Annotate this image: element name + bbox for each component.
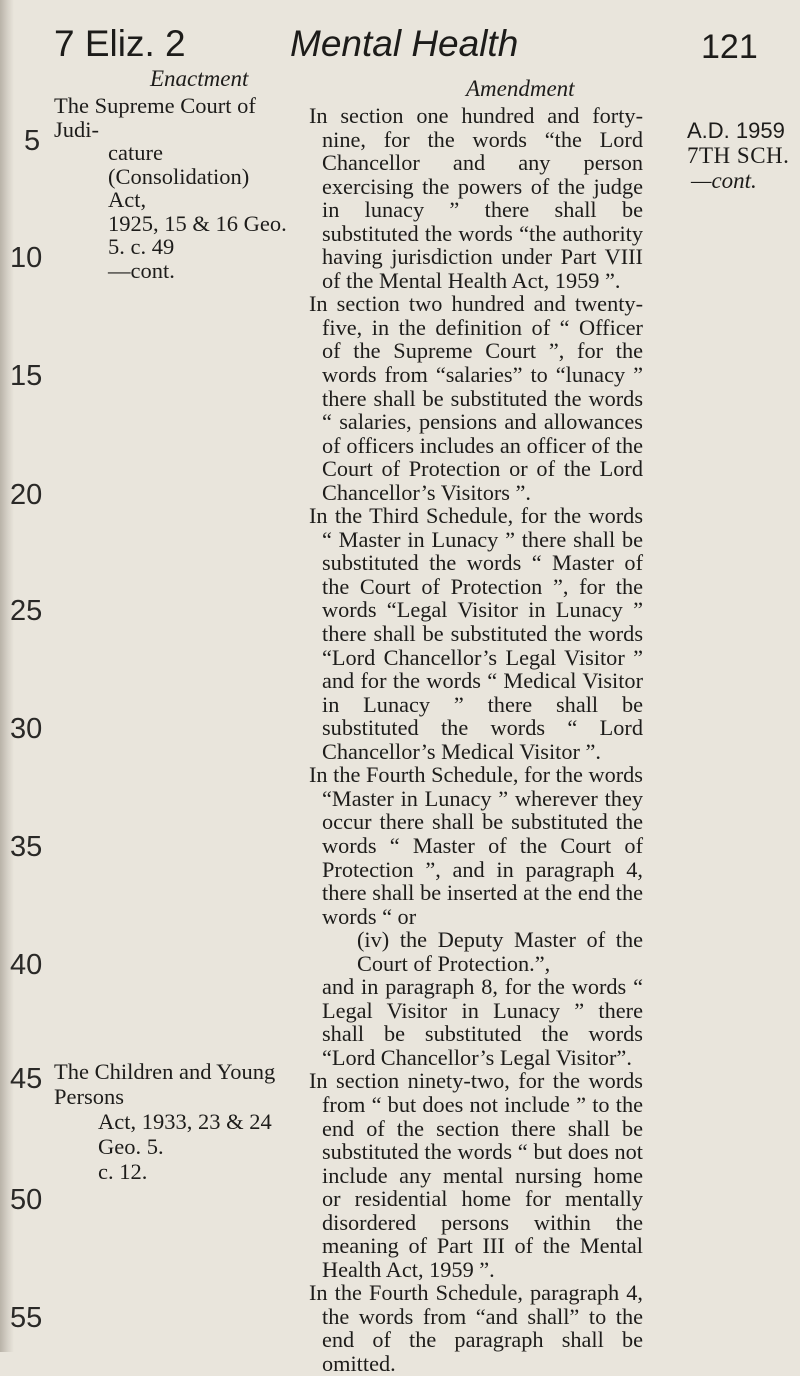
enactment-supreme-court-act — [54, 94, 290, 282]
enactment-line: The Supreme Court of Judi- — [54, 93, 256, 142]
enactment-line: c. 12. — [98, 1159, 148, 1184]
enactment-line: cature (Consolidation) Act, — [108, 140, 250, 212]
header-act-title: Mental Health — [290, 23, 519, 64]
side-note — [687, 118, 797, 193]
enactment-column-heading: Enactment — [150, 66, 249, 91]
enactment-line: The Children and Young Persons — [54, 1059, 276, 1109]
amendment-paragraph: In the Third Schedule, for the words “ Master in Lunacy ” there shall be substituted the words “ Master of the Court of Protection ”, for the words “Legal Visitor in Lunacy ” there shall be substituted the words “Lord Chancellor’s Legal Visitor ” and for the words “ Medical Visitor in Lunacy ” there shall be substituted the words “ Lord Chancellor’s Medical Visitor ”. — [309, 503, 643, 764]
amendment-paragraph: In the Fourth Schedule, for the words “Master in Lunacy ” wherever they occur there shall be substituted the words “ Master of the Court of Protection ”, and in paragraph 4, there shall be inserted at the end the words “ or — [309, 762, 643, 929]
header-page-number: 121 — [701, 28, 758, 66]
amendment-paragraph: In section ninety-two, for the words from “ but does not include ” to the end of the section there shall be substituted the words “ but does not include any mental nursing home or residential home for mentally disordered persons within the meaning of Part III of the Mental Health Act, 1959 ”. — [309, 1068, 643, 1282]
header-regnal-year: 7 Eliz. 2 — [54, 23, 186, 64]
side-note-schedule: 7TH SCH. — [687, 143, 790, 168]
line-number: 40 — [10, 949, 43, 981]
amendment-subparagraph: (iv) the Deputy Master of the Court of Protection.”, — [357, 927, 643, 976]
amendment-paragraph: In section one hundred and forty-nine, for the words “the Lord Chancellor and any person exercising the powers of the judge in lunacy ” there shall be substituted the words “the authority having jurisdiction under Part VIII of the Mental Health Act, 1959 ”. — [309, 103, 643, 293]
amendment-column-heading: Amendment — [466, 76, 575, 101]
enactment-children-act — [54, 1059, 294, 1184]
side-note-year: A.D. 1959 — [687, 118, 785, 143]
line-number: 35 — [10, 831, 43, 863]
side-note-cont: —cont. — [691, 168, 757, 193]
enactment-line: Act, 1933, 23 & 24 Geo. 5. — [98, 1109, 272, 1159]
line-number: 45 — [10, 1063, 43, 1095]
line-number: 20 — [10, 479, 43, 511]
amendment-paragraph: and in paragraph 8, for the words “ Legal Visitor in Lunacy ” there shall be substituted the words “Lord Chancellor’s Legal Visitor”. — [322, 974, 643, 1070]
line-number: 30 — [10, 713, 43, 745]
line-number: 5 — [24, 125, 41, 157]
amendment-paragraph: In section two hundred and twenty-five, in the definition of “ Officer of the Supreme Court ”, for the words from “salaries” to “lunacy ” there shall be substituted the words “ salaries, pensions and allowances of officers includes an officer of the Court of Protection or of the Lord Chancellor’s Visitors ”. — [309, 291, 643, 505]
line-number: 25 — [10, 595, 43, 627]
enactment-line: 1925, 15 & 16 Geo. 5. c. 49 — [108, 210, 287, 259]
page-edge-shadow — [0, 0, 14, 1352]
line-number: 55 — [10, 1302, 43, 1334]
amendment-paragraph: In the Fourth Schedule, paragraph 4, the words from “and shall” to the end of the paragraph shall be omitted. — [309, 1280, 643, 1376]
line-number: 15 — [10, 360, 43, 392]
enactment-line: —cont. — [108, 257, 175, 283]
line-number: 10 — [10, 242, 43, 274]
line-number: 50 — [10, 1184, 43, 1216]
amendment-column — [309, 104, 643, 1376]
